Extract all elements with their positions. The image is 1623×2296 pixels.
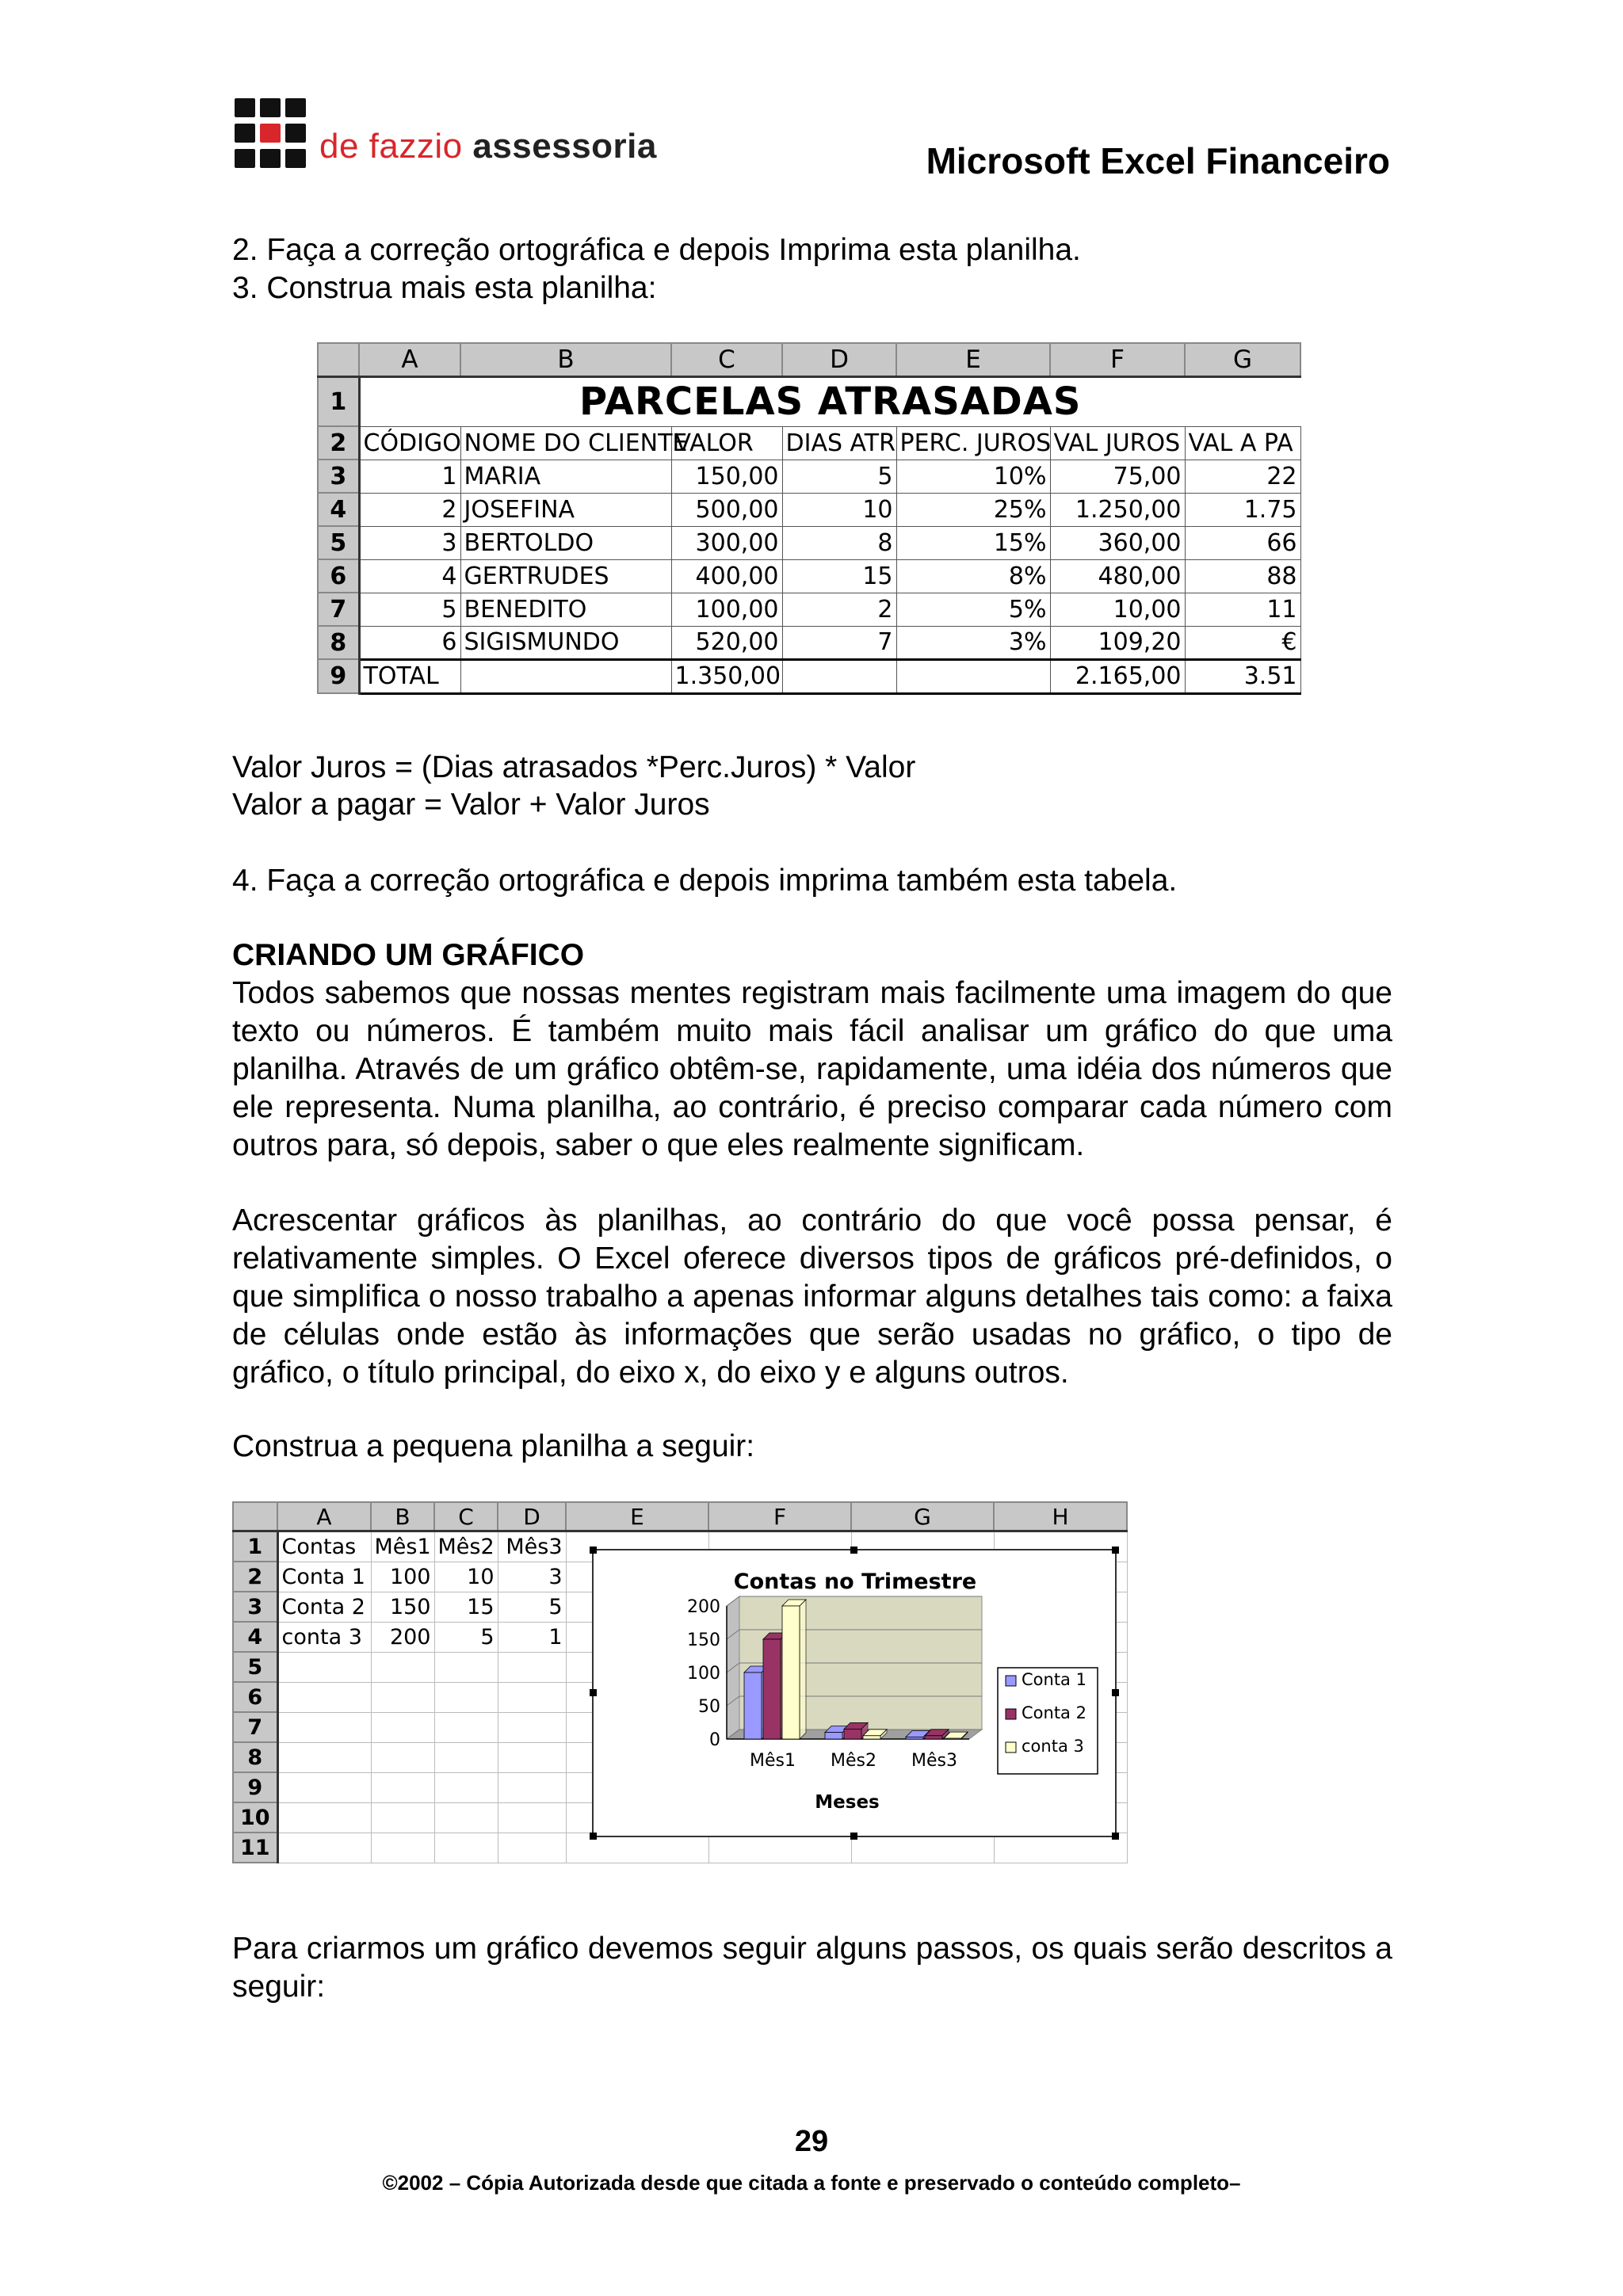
x-tick-label: Mês2 xyxy=(831,1751,876,1771)
cell[interactable] xyxy=(434,1682,498,1712)
cell[interactable] xyxy=(498,1833,566,1863)
nome-cell[interactable]: JOSEFINA xyxy=(460,493,671,526)
page-number: 29 xyxy=(794,2125,829,2158)
cell[interactable] xyxy=(498,1712,566,1742)
legend-label: conta 3 xyxy=(1022,1737,1084,1756)
legend-swatch xyxy=(1006,1709,1016,1719)
col-header[interactable]: B xyxy=(460,343,671,377)
cell[interactable] xyxy=(498,1742,566,1772)
resize-handle[interactable] xyxy=(1112,1547,1119,1554)
col-header[interactable]: E xyxy=(896,343,1050,377)
valor-cell[interactable]: 400,00 xyxy=(671,559,782,593)
nome-cell[interactable]: GERTRUDES xyxy=(460,559,671,593)
perc-cell[interactable]: 15% xyxy=(896,526,1050,559)
cell[interactable] xyxy=(371,1772,434,1802)
vpagar-cell[interactable]: 22 xyxy=(1185,460,1300,493)
cell[interactable]: Mês1 xyxy=(371,1531,434,1562)
legend-label: Conta 1 xyxy=(1022,1670,1086,1689)
nome-cell[interactable]: BENEDITO xyxy=(460,593,671,626)
cell[interactable] xyxy=(371,1802,434,1833)
resize-handle[interactable] xyxy=(1112,1833,1119,1840)
cell[interactable]: 5 xyxy=(498,1592,566,1622)
perc-cell[interactable]: 5% xyxy=(896,593,1050,626)
resize-handle[interactable] xyxy=(850,1547,857,1554)
resize-handle[interactable] xyxy=(1112,1689,1119,1696)
cell[interactable] xyxy=(434,1833,498,1863)
header-cell[interactable]: PERC. JUROS xyxy=(896,426,1050,460)
legend-label: Conta 2 xyxy=(1022,1703,1086,1722)
cell[interactable] xyxy=(277,1833,371,1863)
bar-chart xyxy=(594,1550,1115,1836)
header-cell[interactable]: VALOR xyxy=(671,426,782,460)
row-header[interactable]: 2 xyxy=(318,426,359,460)
paragraph-4: Para criarmos um gráfico devemos seguir alguns passos, os quais serão descritos a seguir: xyxy=(232,1932,1392,2004)
sheet-title[interactable]: PARCELAS ATRASADAS xyxy=(579,379,1082,425)
parcelas-atrasadas-sheet xyxy=(317,342,1297,707)
cell[interactable] xyxy=(277,1802,371,1833)
col-header[interactable]: D xyxy=(498,1502,566,1531)
row-header[interactable]: 5 xyxy=(318,526,359,559)
vpagar-cell[interactable]: 88 xyxy=(1185,559,1300,593)
dias-cell[interactable]: 2 xyxy=(782,593,896,626)
vjuros-cell[interactable]: 75,00 xyxy=(1050,460,1185,493)
cell[interactable] xyxy=(371,1742,434,1772)
vjuros-cell[interactable]: 480,00 xyxy=(1050,559,1185,593)
bar-conta-1 xyxy=(825,1733,842,1739)
row-header[interactable]: 6 xyxy=(233,1682,277,1712)
cell[interactable] xyxy=(277,1652,371,1682)
cell[interactable]: Contas xyxy=(277,1531,371,1562)
row-header[interactable]: 8 xyxy=(318,626,359,659)
bar-conta-1 xyxy=(906,1737,923,1739)
col-header[interactable]: B xyxy=(371,1502,434,1531)
row-header[interactable]: 11 xyxy=(233,1833,277,1863)
codigo-cell[interactable]: 4 xyxy=(359,559,460,593)
nome-cell[interactable]: SIGISMUNDO xyxy=(460,626,671,659)
vpagar-cell[interactable]: € xyxy=(1185,626,1300,659)
cell[interactable]: 10 xyxy=(434,1562,498,1592)
cell[interactable] xyxy=(277,1682,371,1712)
cell[interactable]: 3 xyxy=(498,1562,566,1592)
cell[interactable] xyxy=(498,1772,566,1802)
bar-conta-1 xyxy=(744,1672,762,1739)
header-cell[interactable]: CÓDIGO xyxy=(359,426,460,460)
dias-cell[interactable]: 10 xyxy=(782,493,896,526)
cell[interactable] xyxy=(371,1682,434,1712)
legend-swatch xyxy=(1006,1742,1016,1753)
cell[interactable] xyxy=(371,1652,434,1682)
cell[interactable]: 200 xyxy=(371,1622,434,1652)
nome-cell[interactable]: BERTOLDO xyxy=(460,526,671,559)
vjuros-cell[interactable]: 1.250,00 xyxy=(1050,493,1185,526)
vpagar-cell[interactable]: 11 xyxy=(1185,593,1300,626)
bar-conta-3 xyxy=(782,1606,800,1739)
x-tick-label: Mês1 xyxy=(750,1751,796,1771)
nome-cell[interactable]: MARIA xyxy=(460,460,671,493)
x-axis-label: Meses xyxy=(815,1792,880,1813)
copyright-notice: ©2002 – Cópia Autorizada desde que citada a fonte e preservado o conteúdo completo– xyxy=(382,2171,1241,2195)
dias-cell[interactable]: 8 xyxy=(782,526,896,559)
chart-object[interactable] xyxy=(592,1549,1117,1837)
cell[interactable] xyxy=(498,1682,566,1712)
row-header[interactable]: 7 xyxy=(318,593,359,626)
cell[interactable] xyxy=(371,1712,434,1742)
instruction-3: 3. Construa mais esta planilha: xyxy=(232,271,657,305)
section-heading: CRIANDO UM GRÁFICO xyxy=(232,938,585,972)
paragraph-1: Todos sabemos que nossas mentes registram mais facilmente uma imagem do que texto ou números. É também muito mais fácil analisar um gráfico do que uma planilha. Através de um gráfico obtêm-se, rapidamente, uma idéia dos números que ele representa. Numa planilha, ao contrário, é preciso comparar cada número com outros para, só depois, saber o que eles realmente significam. xyxy=(232,976,1392,1162)
codigo-cell[interactable]: 6 xyxy=(359,626,460,659)
codigo-cell[interactable]: 5 xyxy=(359,593,460,626)
cell[interactable]: Conta 1 xyxy=(277,1562,371,1592)
row-header[interactable]: 9 xyxy=(233,1772,277,1802)
resize-handle[interactable] xyxy=(590,1833,597,1840)
total-vpagar[interactable]: 3.51 xyxy=(1185,659,1300,693)
perc-cell[interactable]: 10% xyxy=(896,460,1050,493)
dias-cell[interactable]: 5 xyxy=(782,460,896,493)
vjuros-cell[interactable]: 109,20 xyxy=(1050,626,1185,659)
cell[interactable]: 5 xyxy=(434,1622,498,1652)
header-cell[interactable]: NOME DO CLIENTE xyxy=(460,426,671,460)
header-cell[interactable]: VAL A PA xyxy=(1185,426,1300,460)
valor-cell[interactable]: 500,00 xyxy=(671,493,782,526)
codigo-cell[interactable]: 1 xyxy=(359,460,460,493)
y-tick-label: 50 xyxy=(698,1697,720,1717)
dias-cell[interactable]: 7 xyxy=(782,626,896,659)
row-header[interactable]: 1 xyxy=(233,1531,277,1562)
row-header[interactable]: 5 xyxy=(233,1652,277,1682)
resize-handle[interactable] xyxy=(850,1833,857,1840)
vpagar-cell[interactable]: 66 xyxy=(1185,526,1300,559)
row-header[interactable]: 4 xyxy=(318,493,359,526)
cell[interactable] xyxy=(434,1772,498,1802)
perc-cell[interactable]: 3% xyxy=(896,626,1050,659)
y-tick-label: 100 xyxy=(687,1664,720,1684)
cell[interactable]: Conta 2 xyxy=(277,1592,371,1622)
col-header[interactable]: E xyxy=(566,1502,708,1531)
col-header[interactable]: H xyxy=(994,1502,1127,1531)
col-header[interactable]: A xyxy=(359,343,460,377)
col-header[interactable]: F xyxy=(1050,343,1185,377)
row-header[interactable]: 9 xyxy=(318,659,359,693)
corner-cell[interactable] xyxy=(233,1502,277,1531)
cell[interactable] xyxy=(434,1742,498,1772)
col-header[interactable]: C xyxy=(671,343,782,377)
codigo-cell[interactable]: 3 xyxy=(359,526,460,559)
cell[interactable]: conta 3 xyxy=(277,1622,371,1652)
cell[interactable]: 1 xyxy=(498,1622,566,1652)
resize-handle[interactable] xyxy=(590,1689,597,1696)
row-header[interactable]: 4 xyxy=(233,1622,277,1652)
bar-conta-3 xyxy=(944,1738,961,1739)
instruction-2: 2. Faça a correção ortográfica e depois Imprima esta planilha. xyxy=(232,233,1081,267)
bar-side xyxy=(800,1600,806,1739)
row-header[interactable]: 1 xyxy=(318,377,359,427)
cell[interactable]: 15 xyxy=(434,1592,498,1622)
y-tick-label: 0 xyxy=(709,1730,720,1750)
row-header[interactable]: 3 xyxy=(233,1592,277,1622)
total-valor[interactable]: 1.350,00 xyxy=(671,659,782,693)
cell[interactable] xyxy=(434,1712,498,1742)
cell[interactable] xyxy=(498,1652,566,1682)
bar-conta-3 xyxy=(863,1736,880,1739)
header-cell[interactable]: VAL JUROS xyxy=(1050,426,1185,460)
perc-cell[interactable]: 25% xyxy=(896,493,1050,526)
col-header[interactable]: C xyxy=(434,1502,498,1531)
formula-pagar: Valor a pagar = Valor + Valor Juros xyxy=(232,788,710,822)
cell[interactable] xyxy=(277,1772,371,1802)
col-header[interactable]: D xyxy=(782,343,896,377)
cell[interactable] xyxy=(782,659,896,693)
row-header[interactable]: 6 xyxy=(318,559,359,593)
vjuros-cell[interactable]: 10,00 xyxy=(1050,593,1185,626)
codigo-cell[interactable]: 2 xyxy=(359,493,460,526)
cell[interactable]: Mês2 xyxy=(434,1531,498,1562)
paragraph-2: Acrescentar gráficos às planilhas, ao contrário do que você possa pensar, é relativamente simples. O Excel oferece diversos tipos de gráficos pré-definidos, o que simplifica o nosso trabalho a apenas informar alguns detalhes tais como: a faixa de células onde estão às informações que serão usadas no gráfico, o tipo de gráfico, o título principal, do eixo x, do eixo y e alguns outros. xyxy=(232,1203,1392,1390)
row-header[interactable]: 2 xyxy=(233,1562,277,1592)
col-header[interactable]: G xyxy=(1185,343,1300,377)
document-title: Microsoft Excel Financeiro xyxy=(926,140,1390,181)
col-header[interactable]: G xyxy=(851,1502,994,1531)
cell[interactable]: 100 xyxy=(371,1562,434,1592)
valor-cell[interactable]: 100,00 xyxy=(671,593,782,626)
bar-conta-2 xyxy=(844,1729,861,1739)
row-header[interactable]: 8 xyxy=(233,1742,277,1772)
instruction-4: 4. Faça a correção ortográfica e depois imprima também esta tabela. xyxy=(232,864,1178,898)
col-header[interactable]: F xyxy=(708,1502,851,1531)
vjuros-cell[interactable]: 360,00 xyxy=(1050,526,1185,559)
bar-conta-2 xyxy=(763,1639,781,1739)
perc-cell[interactable]: 8% xyxy=(896,559,1050,593)
y-tick-label: 150 xyxy=(687,1630,720,1650)
col-header[interactable]: A xyxy=(277,1502,371,1531)
formula-juros: Valor Juros = (Dias atrasados *Perc.Juros) * Valor xyxy=(232,750,916,784)
row-header[interactable]: 3 xyxy=(318,460,359,493)
chart-title: Contas no Trimestre xyxy=(733,1569,977,1594)
total-vjuros[interactable]: 2.165,00 xyxy=(1050,659,1185,693)
cell[interactable] xyxy=(371,1833,434,1863)
cell[interactable]: Mês3 xyxy=(498,1531,566,1562)
logo-wordmark: de fazzio assessoria xyxy=(319,127,657,166)
row-header[interactable]: 10 xyxy=(233,1802,277,1833)
cell[interactable] xyxy=(896,659,1050,693)
cell[interactable] xyxy=(498,1802,566,1833)
x-tick-label: Mês3 xyxy=(911,1751,957,1771)
bar-conta-2 xyxy=(925,1736,942,1739)
vpagar-cell[interactable]: 1.75 xyxy=(1185,493,1300,526)
cell[interactable] xyxy=(277,1712,371,1742)
row-header[interactable]: 7 xyxy=(233,1712,277,1742)
header-cell[interactable]: DIAS ATR xyxy=(782,426,896,460)
valor-cell[interactable]: 150,00 xyxy=(671,460,782,493)
cell[interactable] xyxy=(277,1742,371,1772)
cell[interactable] xyxy=(434,1802,498,1833)
paragraph-3: Construa a pequena planilha a seguir: xyxy=(232,1429,755,1463)
y-tick-label: 200 xyxy=(687,1597,720,1617)
cell[interactable] xyxy=(434,1652,498,1682)
corner-cell[interactable] xyxy=(318,343,359,377)
company-logo xyxy=(235,98,307,168)
resize-handle[interactable] xyxy=(590,1547,597,1554)
dias-cell[interactable]: 15 xyxy=(782,559,896,593)
valor-cell[interactable]: 520,00 xyxy=(671,626,782,659)
legend-swatch xyxy=(1006,1676,1016,1686)
valor-cell[interactable]: 300,00 xyxy=(671,526,782,559)
cell[interactable]: 150 xyxy=(371,1592,434,1622)
cell[interactable] xyxy=(460,659,671,693)
total-label[interactable]: TOTAL xyxy=(359,659,460,693)
